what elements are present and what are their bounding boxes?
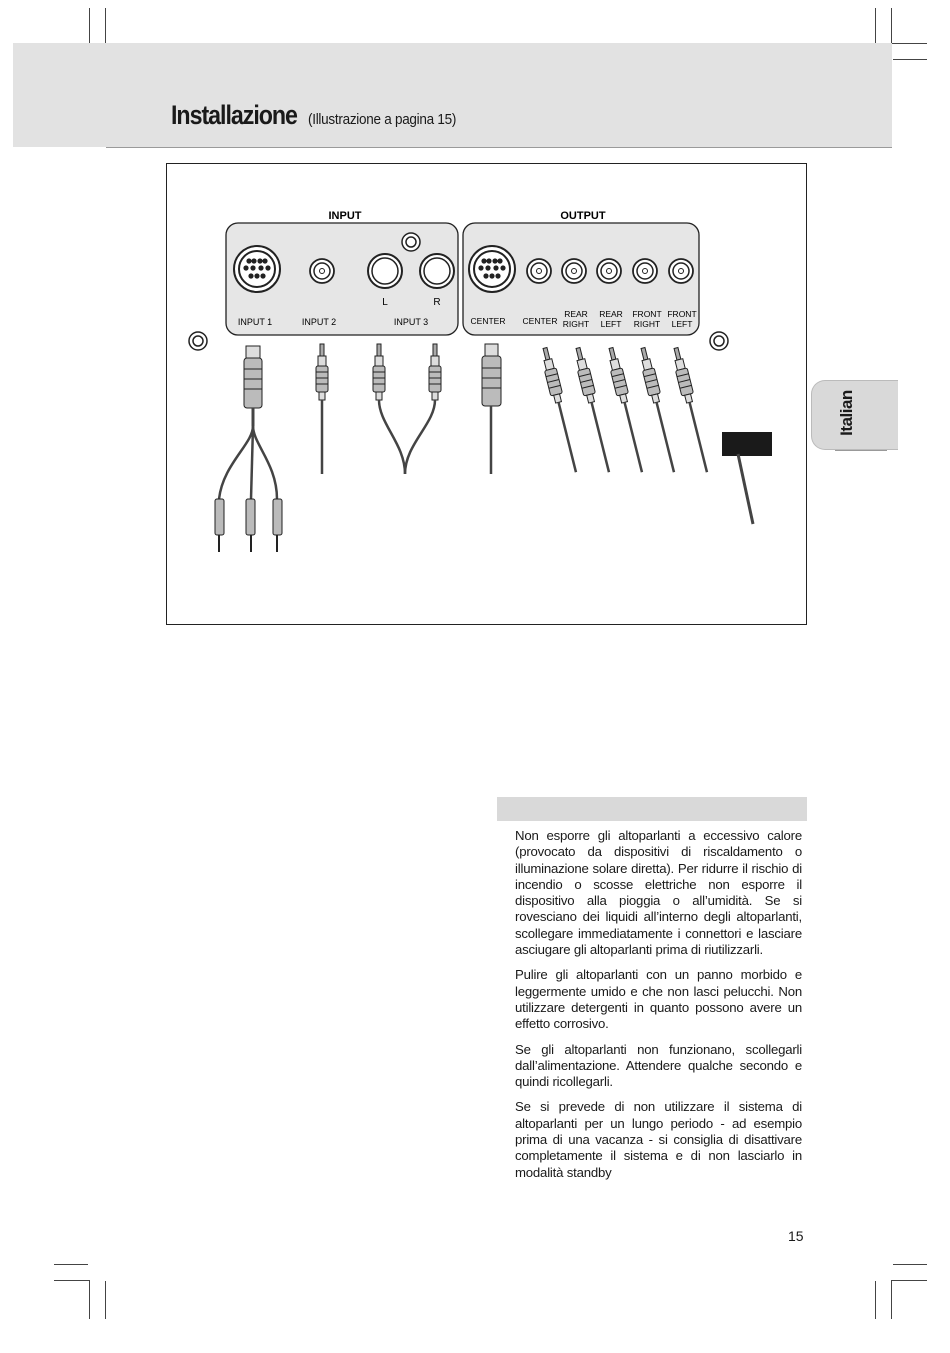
speaker-cable — [605, 347, 648, 474]
speaker-cable — [670, 347, 713, 474]
speaker-cable — [637, 347, 680, 474]
language-label: Italian — [837, 390, 856, 436]
input-group-label: INPUT — [328, 210, 362, 222]
output-label: CENTER — [522, 316, 558, 326]
paragraph: Se si prevede di non utilizzare il sistema di altoparlanti per un lungo periodo - ad esempio prima di una vacanza - si consiglia di disattivare completamente il sistema e di non lasciarlo in modalità standby — [515, 1099, 802, 1180]
mounting-screw — [710, 332, 728, 350]
paragraph: Non esporre gli altoparlanti a eccessivo calore (provocato da dispositivi di riscaldamento o illuminazione solare diretta). Per ridurre il rischio di incendio o scosse elettriche non esporre il dispositivo alla pioggia o all’umidità. Se si rovesciano dei liquidi all’interno degli altoparlanti, scollegare immediatamente i connettori e lasciare asciugare gli altoparlanti prima di riutilizzarli. — [515, 828, 802, 958]
title-subtitle: (Illustrazione a pagina 15) — [307, 111, 456, 128]
crop-mark — [875, 1281, 876, 1319]
crop-mark — [105, 8, 106, 44]
page-number: 15 — [788, 1228, 804, 1244]
input-label: INPUT 1 — [237, 317, 273, 327]
crop-mark — [891, 1281, 892, 1319]
output-label: CENTER — [470, 316, 506, 326]
crop-mark — [891, 8, 892, 44]
output-label: REAR — [564, 309, 588, 319]
crop-mark — [54, 1280, 90, 1281]
mounting-screw — [189, 332, 207, 350]
page-title — [171, 100, 472, 131]
section-body — [515, 828, 802, 1190]
language-tab-rule — [835, 450, 887, 451]
header-band — [13, 43, 892, 147]
connection-figure — [166, 163, 807, 625]
output-rear-right-jack — [562, 259, 586, 283]
output-rear-left-jack — [597, 259, 621, 283]
paragraph: Pulire gli altoparlanti con un panno morbido e leggermente umido e che non lasci pelucchi. Non utilizzare detergenti in quanto possono avere un effetto corrosivo. — [515, 967, 802, 1032]
language-label-wrap — [812, 378, 882, 448]
crop-mark — [54, 1264, 88, 1265]
crop-mark — [89, 8, 90, 44]
crop-mark — [891, 1280, 927, 1281]
output-front-right-jack — [633, 259, 657, 283]
power-socket — [722, 432, 772, 456]
paragraph: Se gli altoparlanti non funzionano, scollegarli dall’alimentazione. Attendere qualche secondo e quindi ricollegarli. — [515, 1041, 802, 1090]
output-front-left-jack — [669, 259, 693, 283]
speaker-cable — [572, 347, 615, 474]
output-label-line2: RIGHT — [633, 319, 661, 329]
connection-diagram — [167, 164, 806, 624]
header-rule — [106, 147, 892, 148]
input-label: INPUT 2 — [301, 317, 337, 327]
output-label: REAR — [599, 309, 623, 319]
output-label-line2: LEFT — [600, 319, 622, 329]
input3-cable — [373, 344, 441, 474]
crop-mark — [891, 43, 927, 44]
input-label: INPUT 3 — [393, 317, 429, 327]
output-din-cable — [482, 344, 501, 474]
crop-mark — [89, 1281, 90, 1319]
ground-screw — [402, 233, 420, 251]
output-group-label: OUTPUT — [560, 210, 606, 222]
input1-jack — [234, 246, 280, 292]
output-label: FRONT — [667, 309, 697, 319]
input2-jack — [310, 259, 334, 283]
crop-mark — [105, 1281, 106, 1319]
output-label-line2: LEFT — [671, 319, 693, 329]
input1-cable — [215, 346, 282, 552]
output-label: FRONT — [632, 309, 662, 319]
title-main: Installazione — [171, 100, 297, 130]
crop-mark — [875, 8, 876, 44]
speaker-cable — [539, 347, 582, 474]
input2-cable — [316, 344, 328, 474]
power-cable — [738, 454, 753, 524]
output-center-jack — [527, 259, 551, 283]
channel-right-label: R — [433, 297, 441, 308]
channel-left-label: L — [382, 297, 388, 308]
output-center-din-jack — [469, 246, 515, 292]
section-heading-bar — [497, 797, 807, 821]
output-label-line2: RIGHT — [562, 319, 590, 329]
crop-mark — [893, 1264, 927, 1265]
crop-mark — [893, 59, 927, 60]
